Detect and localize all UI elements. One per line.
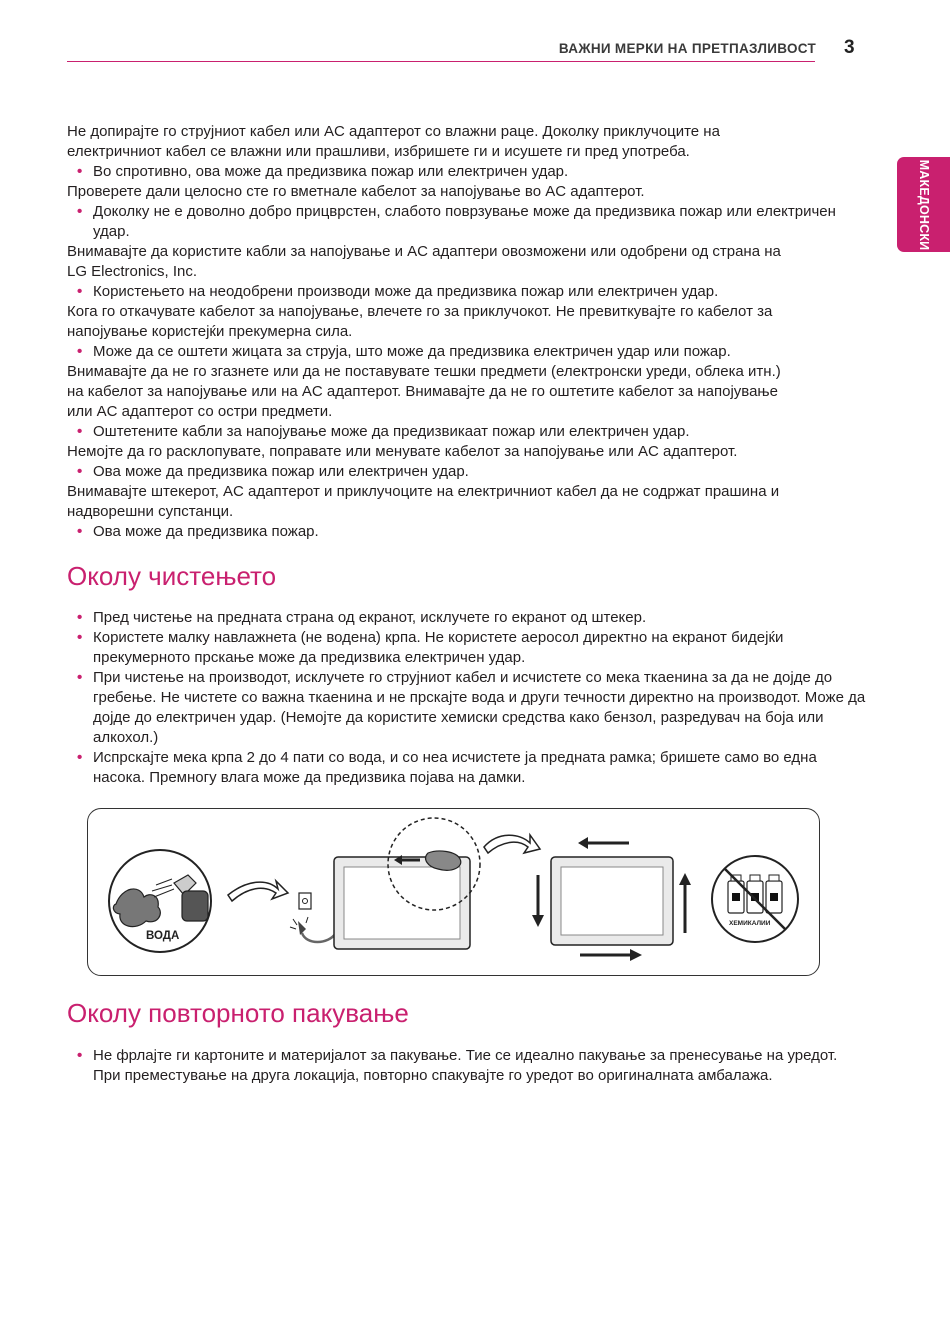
safety-line: на кабелот за напојување или на AC адаптерот. Внимавајте да не го оштетите кабелот за напојување <box>67 383 778 400</box>
cleaning-illustration <box>87 808 820 976</box>
monitor-wipe-icon <box>334 818 480 949</box>
packing-bullet: • Не фрлајте ги картоните и материјалот за пакување. Тие се идеално пакување за пренесување на уредот. При преместување на друга локација, повторно спакувајте го уредот во оригиналната амбалажа. <box>67 1046 867 1086</box>
cleaning-bullet: • Користете малку навлажнета (не водена) крпа. Не користете аеросол директно на екранот бидејќи прекумерното прскање може да предизвика електричен удар. <box>67 628 867 668</box>
safety-bullet: • Во спротивно, ова може да предизвика пожар или електричен удар. <box>67 162 867 182</box>
curved-arrow-icon <box>228 881 288 901</box>
cleaning-section <box>67 608 867 788</box>
language-tab[interactable] <box>897 157 950 252</box>
no-chemicals-icon <box>712 856 798 942</box>
header-rule <box>67 61 815 62</box>
safety-bullet: • Доколку не е доволно добро прицврстен, слабото поврзување може да предизвика пожар или електричен удар. <box>67 202 867 242</box>
cleaning-illustration-svg <box>88 809 818 974</box>
safety-line: Кога го откачувате кабелот за напојување, влечете го за приклучокот. Не превиткувајте го кабелот за <box>67 303 773 320</box>
safety-line: Внимавајте да не го згазнете или да не поставувате тешки предмети (електронски уреди, облека итн.) <box>67 363 781 380</box>
safety-line: електричниот кабел се влажни или прашливи, избришете ги и исушете ги пред употреба. <box>67 143 690 160</box>
chemicals-label: ХЕМИКАЛИИ <box>729 920 771 927</box>
safety-line: Не допирајте го струјниот кабел или AC адаптерот со влажни раце. Доколку приклучоците на <box>67 123 720 140</box>
safety-bullet: • Ова може да предизвика пожар или електричен удар. <box>67 462 867 482</box>
safety-line: Проверете дали целосно сте го вметнале кабелот за напојување во AC адаптерот. <box>67 183 645 200</box>
safety-section <box>67 122 867 542</box>
water-spray-icon <box>109 850 211 952</box>
safety-line: Немојте да го расклопувате, поправате или менувате кабелот за напојување или AC адаптерот. <box>67 443 738 460</box>
page-content <box>67 122 867 1086</box>
page-number: 3 <box>844 37 855 58</box>
safety-line: Внимавајте штекерот, AC адаптерот и приклучоците на електричниот кабел да не содржат прашина и <box>67 483 780 500</box>
monitor-direction-icon <box>532 837 691 961</box>
curved-arrow-icon <box>484 835 540 853</box>
cleaning-bullet: • Испрскајте мека крпа 2 до 4 пати со вода, и со неа исчистете ја предната рамка; бришете само во една насока. Премногу влага може да предизвика појава на дамки. <box>67 748 867 788</box>
packing-section <box>67 1046 867 1086</box>
safety-bullet: • Оштетените кабли за напојување може да предизвикаат пожар или електричен удар. <box>67 422 867 442</box>
water-label: ВОДА <box>146 930 180 942</box>
header-title: ВАЖНИ МЕРКИ НА ПРЕТПАЗЛИВОСТ <box>558 41 816 56</box>
safety-line: надворешни супстанци. <box>67 503 234 520</box>
cleaning-bullet: • Пред чистење на предната страна од екранот, исклучете го екранот од штекер. <box>67 608 867 628</box>
safety-line: LG Electronics, Inc. <box>67 263 198 280</box>
packing-heading: Околу повторното пакување <box>67 998 409 1028</box>
safety-line: Внимавајте да користите кабли за напојување и AC адаптери овозможени или одобрени од страна на <box>67 243 781 260</box>
safety-line: или AC адаптерот со остри предмети. <box>67 403 333 420</box>
safety-bullet: • Ова може да предизвика пожар. <box>67 522 867 542</box>
cleaning-bullet: • При чистење на производот, исклучете го струјниот кабел и исчистете со мека ткаенина за да не дојде до гребење. Не чистете со важна ткаенина и не прскајте вода и други течности директно на производот. Може да дојде до електричен удар. (Немојте да користите хемиски средства како бензол, разредувач на боја или алкохол.) <box>67 668 867 748</box>
safety-bullet: • Користењето на неодобрени производи може да предизвика пожар или електричен удар. <box>67 282 867 302</box>
language-tab-label: МАКЕДОНСКИ <box>916 159 931 250</box>
cleaning-heading: Околу чистењето <box>67 561 277 591</box>
safety-line: напојување користејќи прекумерна сила. <box>67 323 353 340</box>
unplugged-cable-icon <box>290 893 336 942</box>
safety-bullet: • Може да се оштети жицата за струја, што може да предизвика електричен удар или пожар. <box>67 342 867 362</box>
